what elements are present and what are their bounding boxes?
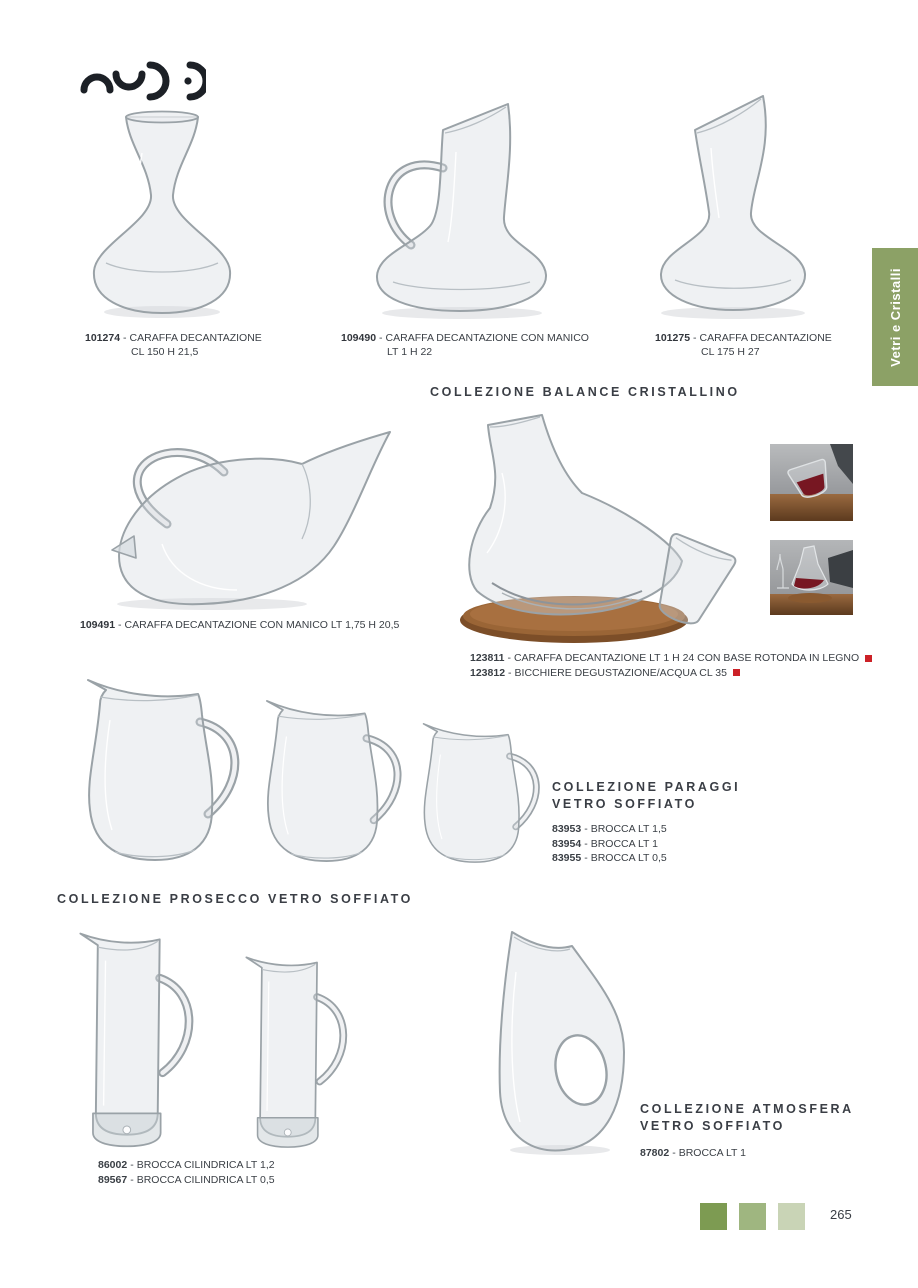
product-size: CL 150 H 21,5 [131, 345, 199, 358]
product-desc: CARAFFA DECANTAZIONE CON MANICO LT 1,75 H 20,5 [124, 619, 400, 631]
section-heading-atmosfera-1: COLLEZIONE ATMOSFERA [640, 1102, 854, 1116]
decanter-image-109490 [348, 92, 583, 325]
product-caption-87802: 87802 - BROCCA LT 1 [640, 1147, 747, 1159]
section-heading-paraggi-2: VETRO SOFFIATO [552, 797, 697, 811]
product-code: 109490 [341, 332, 377, 344]
product-caption-109490: 109490 - CARAFFA DECANTAZIONE CON MANICO LT 1 H 22 [341, 332, 589, 358]
product-size: LT 1 H 22 [387, 345, 433, 358]
product-caption-83953: 83953 - BROCCA LT 1,5 [552, 823, 667, 835]
product-caption-83955: 83955 - BROCCA LT 0,5 [552, 852, 667, 864]
decanter-image-123811-123812 [432, 413, 762, 650]
decanter-image-101275 [633, 88, 833, 325]
paraggi-item-list [552, 822, 740, 866]
lifestyle-photo-tumbler [770, 444, 853, 521]
product-caption-83954: 83954 - BROCCA LT 1 [552, 837, 659, 850]
pitcher-image-83955 [402, 716, 548, 870]
page-number: 265 [830, 1207, 852, 1222]
color-swatch-dark-green [700, 1203, 727, 1230]
product-code: 101275 [655, 332, 691, 344]
red-marker [733, 669, 740, 676]
product-desc: CARAFFA DECANTAZIONE [129, 332, 262, 344]
side-tab-vetri-e-cristalli [872, 248, 918, 386]
section-heading-balance: COLLEZIONE BALANCE CRISTALLINO [430, 385, 740, 399]
product-size: CL 175 H 27 [701, 345, 760, 358]
decanter-image-109491 [62, 424, 394, 616]
pitcher-image-89567 [228, 947, 363, 1154]
decanter-image-101274 [72, 103, 252, 325]
section-atmosfera [640, 1101, 854, 1161]
pitcher-image-86002 [60, 922, 211, 1154]
balance-item-list [470, 651, 872, 680]
product-caption-123811: 123811 - CARAFFA DECANTAZIONE LT 1 H 24 CON BASE ROTONDA IN LEGNO [470, 651, 872, 666]
pitcher-image-83954 [242, 692, 411, 870]
product-caption-101274: 101274 - CARAFFA DECANTAZIONE CL 150 H 21,5 [85, 332, 262, 358]
product-caption-109491: 109491 - CARAFFA DECANTAZIONE CON MANICO LT 1,75 H 20,5 [80, 619, 400, 631]
color-swatch-mid-green [739, 1203, 766, 1230]
color-swatch-light-green [778, 1203, 805, 1230]
product-caption-101275: 101275 - CARAFFA DECANTAZIONE CL 175 H 27 [655, 332, 832, 358]
product-desc: CARAFFA DECANTAZIONE CON MANICO [385, 332, 589, 344]
product-caption-89567: 89567 - BROCCA CILINDRICA LT 0,5 [98, 1173, 275, 1186]
section-heading-paraggi-1: COLLEZIONE PARAGGI [552, 780, 741, 794]
section-heading-atmosfera-2: VETRO SOFFIATO [640, 1119, 785, 1133]
pitcher-image-83953 [60, 670, 250, 870]
lifestyle-photo-decanter [770, 540, 853, 615]
product-code: 101274 [85, 332, 121, 344]
nude-logo [78, 52, 206, 104]
product-code: 109491 [80, 619, 116, 631]
product-caption-123812: 123812 - BICCHIERE DEGUSTAZIONE/ACQUA CL 35 [470, 666, 872, 681]
section-heading-prosecco: COLLEZIONE PROSECCO VETRO SOFFIATO [57, 892, 414, 906]
product-caption-86002: 86002 - BROCCA CILINDRICA LT 1,2 [98, 1159, 275, 1171]
side-tab-label: Vetri e Cristalli [887, 267, 903, 367]
product-desc: CARAFFA DECANTAZIONE [699, 332, 832, 344]
section-paraggi [552, 779, 740, 866]
atmosfera-item-list [640, 1146, 854, 1161]
pitcher-image-87802 [478, 922, 636, 1158]
red-marker [865, 655, 872, 662]
prosecco-item-list [98, 1158, 275, 1187]
